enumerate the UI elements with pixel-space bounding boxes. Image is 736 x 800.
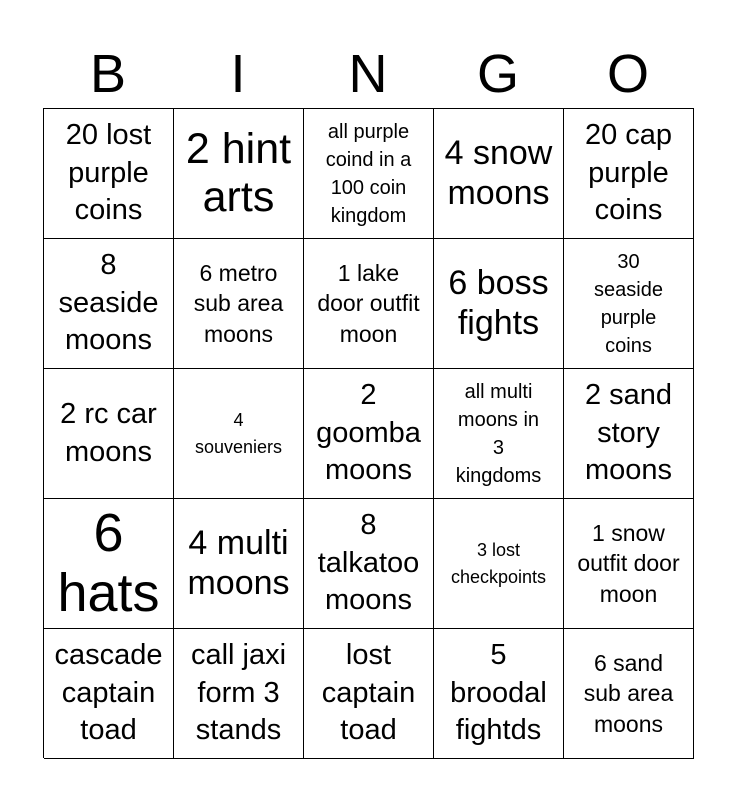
cell-text: 4 snow moons (444, 134, 553, 212)
cell-text: 20 cap purple coins (584, 118, 673, 227)
cell-text: 2 hint arts (185, 125, 292, 221)
cell-text: cascade captain toad (54, 638, 163, 747)
bingo-board (43, 108, 694, 758)
bingo-cell-r5-c1[interactable] (44, 629, 174, 759)
bingo-cell-r4-c5[interactable] (564, 499, 694, 629)
header-letter-o: O (606, 44, 649, 104)
bingo-cell-r5-c2[interactable] (174, 629, 304, 759)
cell-text: 1 lake door outfit moon (317, 259, 420, 347)
cell-text: 2 goomba moons (316, 378, 421, 487)
cell-text: all multi moons in 3 kingdoms (455, 380, 542, 487)
cell-text: 5 broodal fightds (450, 638, 547, 747)
bingo-cell-r2-c2[interactable] (174, 239, 304, 369)
bingo-cell-r3-c2[interactable] (174, 369, 304, 499)
bingo-cell-r1-c3[interactable] (304, 109, 434, 239)
bingo-cell-r4-c4[interactable] (434, 499, 564, 629)
bingo-cell-r3-c3[interactable] (304, 369, 434, 499)
cell-text: 30 seaside purple coins (594, 250, 663, 357)
bingo-cell-r3-c1[interactable] (44, 369, 174, 499)
cell-text: all purple coind in a 100 coin kingdom (325, 120, 412, 227)
cell-text: 2 sand story moons (584, 378, 673, 487)
cell-text: 6 boss fights (448, 264, 549, 342)
header-letter-b: B (89, 44, 127, 104)
bingo-cell-r2-c4[interactable] (434, 239, 564, 369)
bingo-cell-r2-c3[interactable] (304, 239, 434, 369)
header-letter-g: G (476, 44, 519, 104)
cell-text: 6 metro sub area moons (193, 259, 284, 347)
cell-text: call jaxi form 3 stands (190, 638, 287, 747)
bingo-cell-r3-c5[interactable] (564, 369, 694, 499)
header-letter-i: I (230, 44, 246, 104)
bingo-cell-r4-c1[interactable] (44, 499, 174, 629)
cell-text: 2 rc car moons (60, 397, 157, 468)
bingo-cell-r5-c5[interactable] (564, 629, 694, 759)
cell-text: 8 talkatoo moons (317, 508, 420, 617)
cell-text: 4 souveniers (194, 409, 283, 457)
bingo-header (43, 40, 693, 108)
bingo-cell-r1-c4[interactable] (434, 109, 564, 239)
bingo-cell-r1-c2[interactable] (174, 109, 304, 239)
cell-text: 3 lost checkpoints (450, 539, 547, 587)
bingo-cell-r3-c4[interactable] (434, 369, 564, 499)
cell-text: 6 sand sub area moons (583, 649, 674, 737)
cell-text: 1 snow outfit door moon (577, 519, 680, 607)
header-letter-n: N (348, 44, 388, 104)
bingo-cell-r5-c3[interactable] (304, 629, 434, 759)
bingo-cell-r5-c4[interactable] (434, 629, 564, 759)
bingo-cell-r2-c1[interactable] (44, 239, 174, 369)
bingo-cell-r4-c2[interactable] (174, 499, 304, 629)
bingo-cell-r2-c5[interactable] (564, 239, 694, 369)
cell-text: 4 multi moons (187, 524, 290, 602)
cell-text: 8 seaside moons (58, 248, 159, 357)
cell-text: 20 lost purple coins (65, 118, 152, 227)
bingo-cell-r1-c1[interactable] (44, 109, 174, 239)
bingo-cell-r1-c5[interactable] (564, 109, 694, 239)
cell-text: lost captain toad (321, 638, 416, 747)
bingo-cell-r4-c3[interactable] (304, 499, 434, 629)
cell-text: 6 hats (57, 503, 160, 623)
